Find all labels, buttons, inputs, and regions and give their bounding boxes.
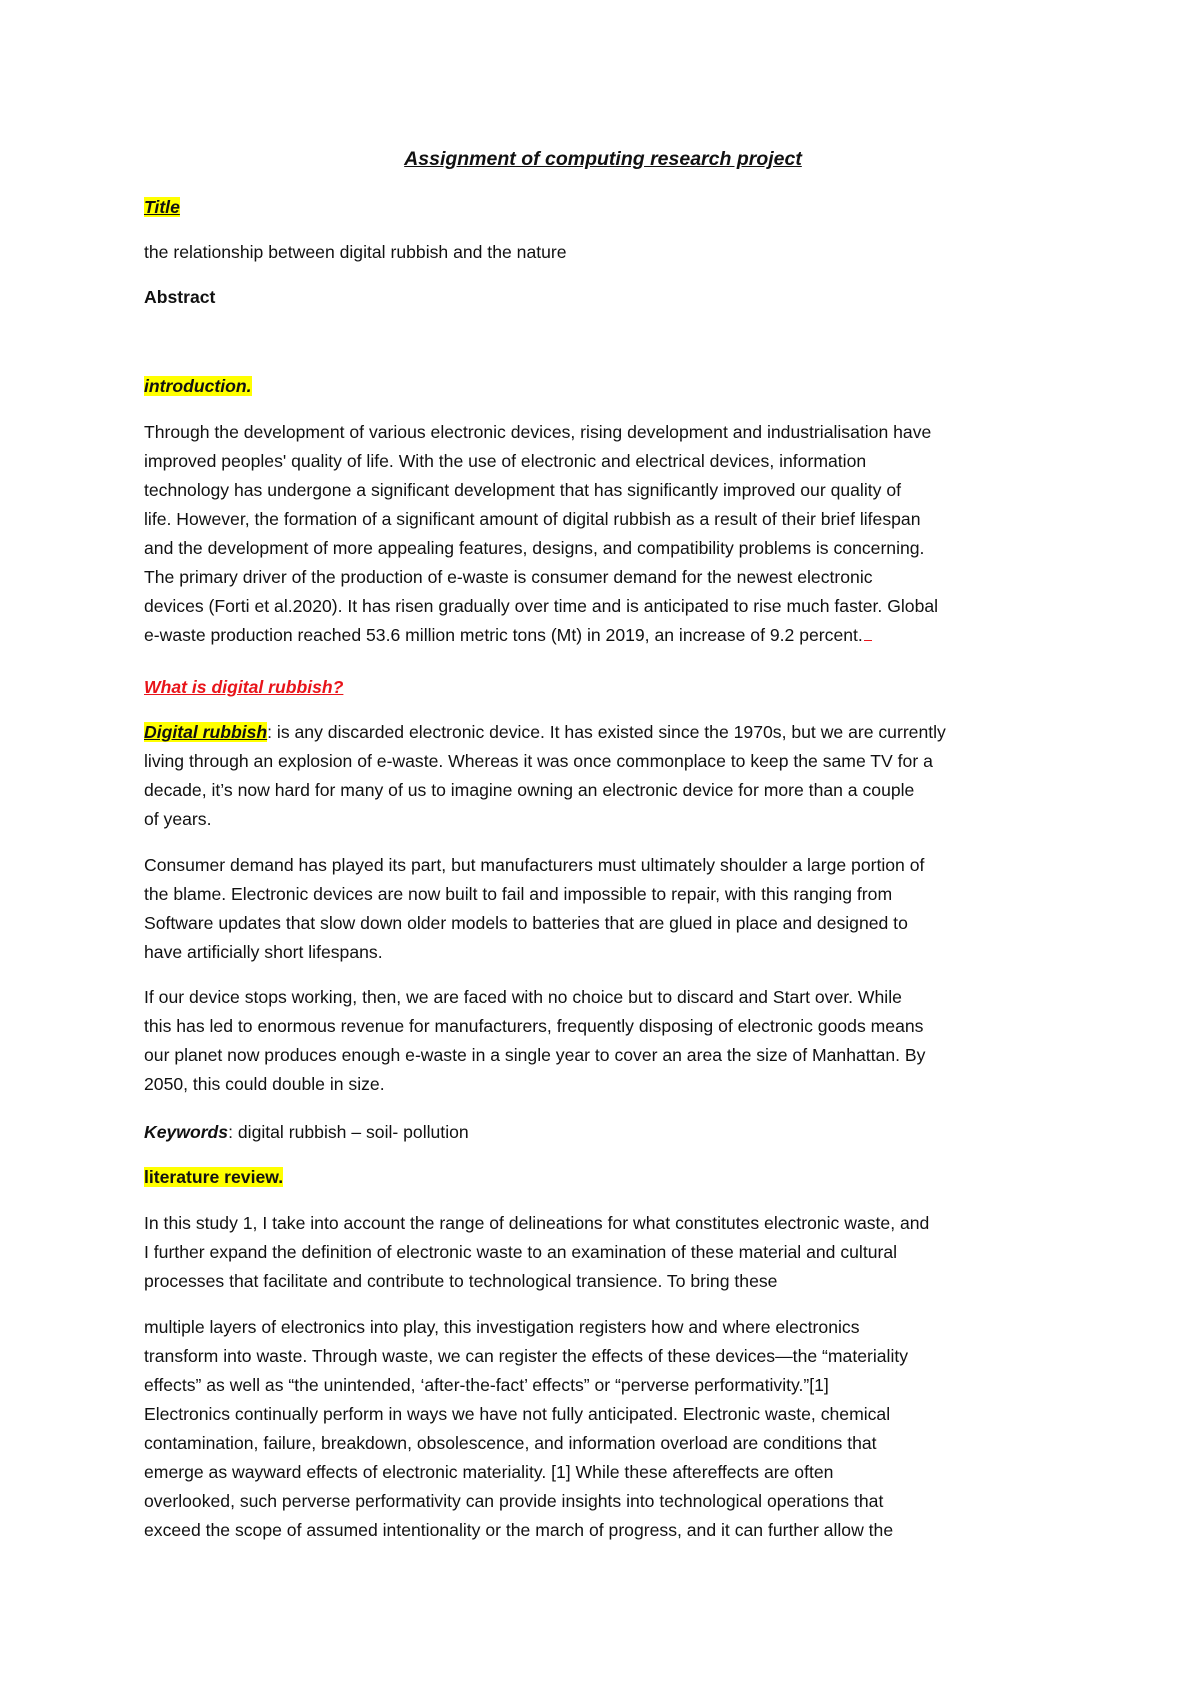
consumer-paragraph [144,851,1064,967]
paragraph-line: improved peoples' quality of life. With the use of electronic and electrical devices, information [144,451,867,471]
paragraph-line: overlooked, such perverse performativity can provide insights into technological operations that [144,1491,884,1511]
what-is-heading-line [144,673,1064,702]
paragraph-line: and the development of more appealing features, designs, and compatibility problems is concerning. [144,538,925,558]
paragraph-line: Through the development of various electronic devices, rising development and industrialisation have [144,422,932,442]
paragraph-line: technology has undergone a significant development that has significantly improved our quality of [144,480,901,500]
definition-paragraph [144,718,1064,834]
layers-paragraph [144,1313,1064,1545]
paragraph-line: Consumer demand has played its part, but manufacturers must ultimately shoulder a large portion of [144,855,925,875]
device-paragraph [144,983,1064,1099]
definition-term: Digital rubbish [144,722,268,742]
study-paragraph [144,1209,1064,1296]
introduction-heading-line [144,372,1064,401]
keywords-text: : digital rubbish – soil- pollution [228,1122,469,1142]
paragraph-line: have artificially short lifespans. [144,942,383,962]
paragraph-line: Electronics continually perform in ways we have not fully anticipated. Electronic waste, chemical [144,1404,891,1424]
paragraph-line: emerge as wayward effects of electronic materiality. [1] While these aftereffects are often [144,1462,834,1482]
paragraph-line: 2050, this could double in size. [144,1074,385,1094]
keywords-line [144,1118,1064,1147]
paragraph-line: processes that facilitate and contribute to technological transience. To bring these [144,1271,778,1291]
literature-heading: literature review. [144,1167,284,1187]
document-title: Assignment of computing research project [404,148,802,170]
paragraph-line: of years. [144,809,212,829]
paragraph-line: The primary driver of the production of e-waste is consumer demand for the newest electronic [144,567,873,587]
paragraph-line: decade, it’s now hard for many of us to imagine owning an electronic device for more than a couple [144,780,915,800]
red-underline-mark [864,639,872,641]
title-heading-line [144,193,1064,222]
paragraph-line: Software updates that slow down older models to batteries that are glued in place and designed to [144,913,908,933]
paragraph-line: life. However, the formation of a significant amount of digital rubbish as a result of their brief lifespan [144,509,921,529]
paragraph-line: the blame. Electronic devices are now built to fail and impossible to repair, with this ranging from [144,884,893,904]
literature-heading-line [144,1163,1064,1192]
paragraph-line: our planet now produces enough e-waste in a single year to cover an area the size of Manhattan. By [144,1045,926,1065]
title-text: the relationship between digital rubbish and the nature [144,242,567,262]
paragraph-line: I further expand the definition of electronic waste to an examination of these material and cultural [144,1242,898,1262]
paragraph-line: transform into waste. Through waste, we can register the effects of these devices—the “materiality [144,1346,909,1366]
what-is-heading: What is digital rubbish? [144,677,344,697]
paragraph-line: exceed the scope of assumed intentionality or the march of progress, and it can further allow the [144,1520,894,1540]
paragraph-line: living through an explosion of e-waste. Whereas it was once commonplace to keep the same TV for a [144,751,933,771]
paragraph-line: multiple layers of electronics into play, this investigation registers how and where electronics [144,1317,860,1337]
paragraph-line: e-waste production reached 53.6 million metric tons (Mt) in 2019, an increase of 9.2 percent. [144,625,863,645]
abstract-heading: Abstract [144,287,216,307]
paragraph-line: this has led to enormous revenue for manufacturers, frequently disposing of electronic goods means [144,1016,924,1036]
paragraph-line: : is any discarded electronic device. It has existed since the 1970s, but we are currently [267,722,946,742]
paragraph-line: If our device stops working, then, we are faced with no choice but to discard and Start over. While [144,987,902,1007]
keywords-label: Keywords [144,1122,229,1142]
paragraph-line: devices (Forti et al.2020). It has risen gradually over time and is anticipated to rise much faster. Global [144,596,939,616]
introduction-paragraph [144,418,1064,650]
introduction-heading: introduction. [144,376,252,396]
paragraph-line: contamination, failure, breakdown, obsolescence, and information overload are conditions that [144,1433,877,1453]
paragraph-line-last [144,621,1064,650]
title-heading: Title [144,197,180,217]
paragraph-line: effects” as well as “the unintended, ‘after-the-fact’ effects” or “perverse performativity.”[1] [144,1375,829,1395]
paragraph-line: In this study 1, I take into account the range of delineations for what constitutes electronic waste, and [144,1213,930,1233]
definition-first-line [144,718,1064,747]
